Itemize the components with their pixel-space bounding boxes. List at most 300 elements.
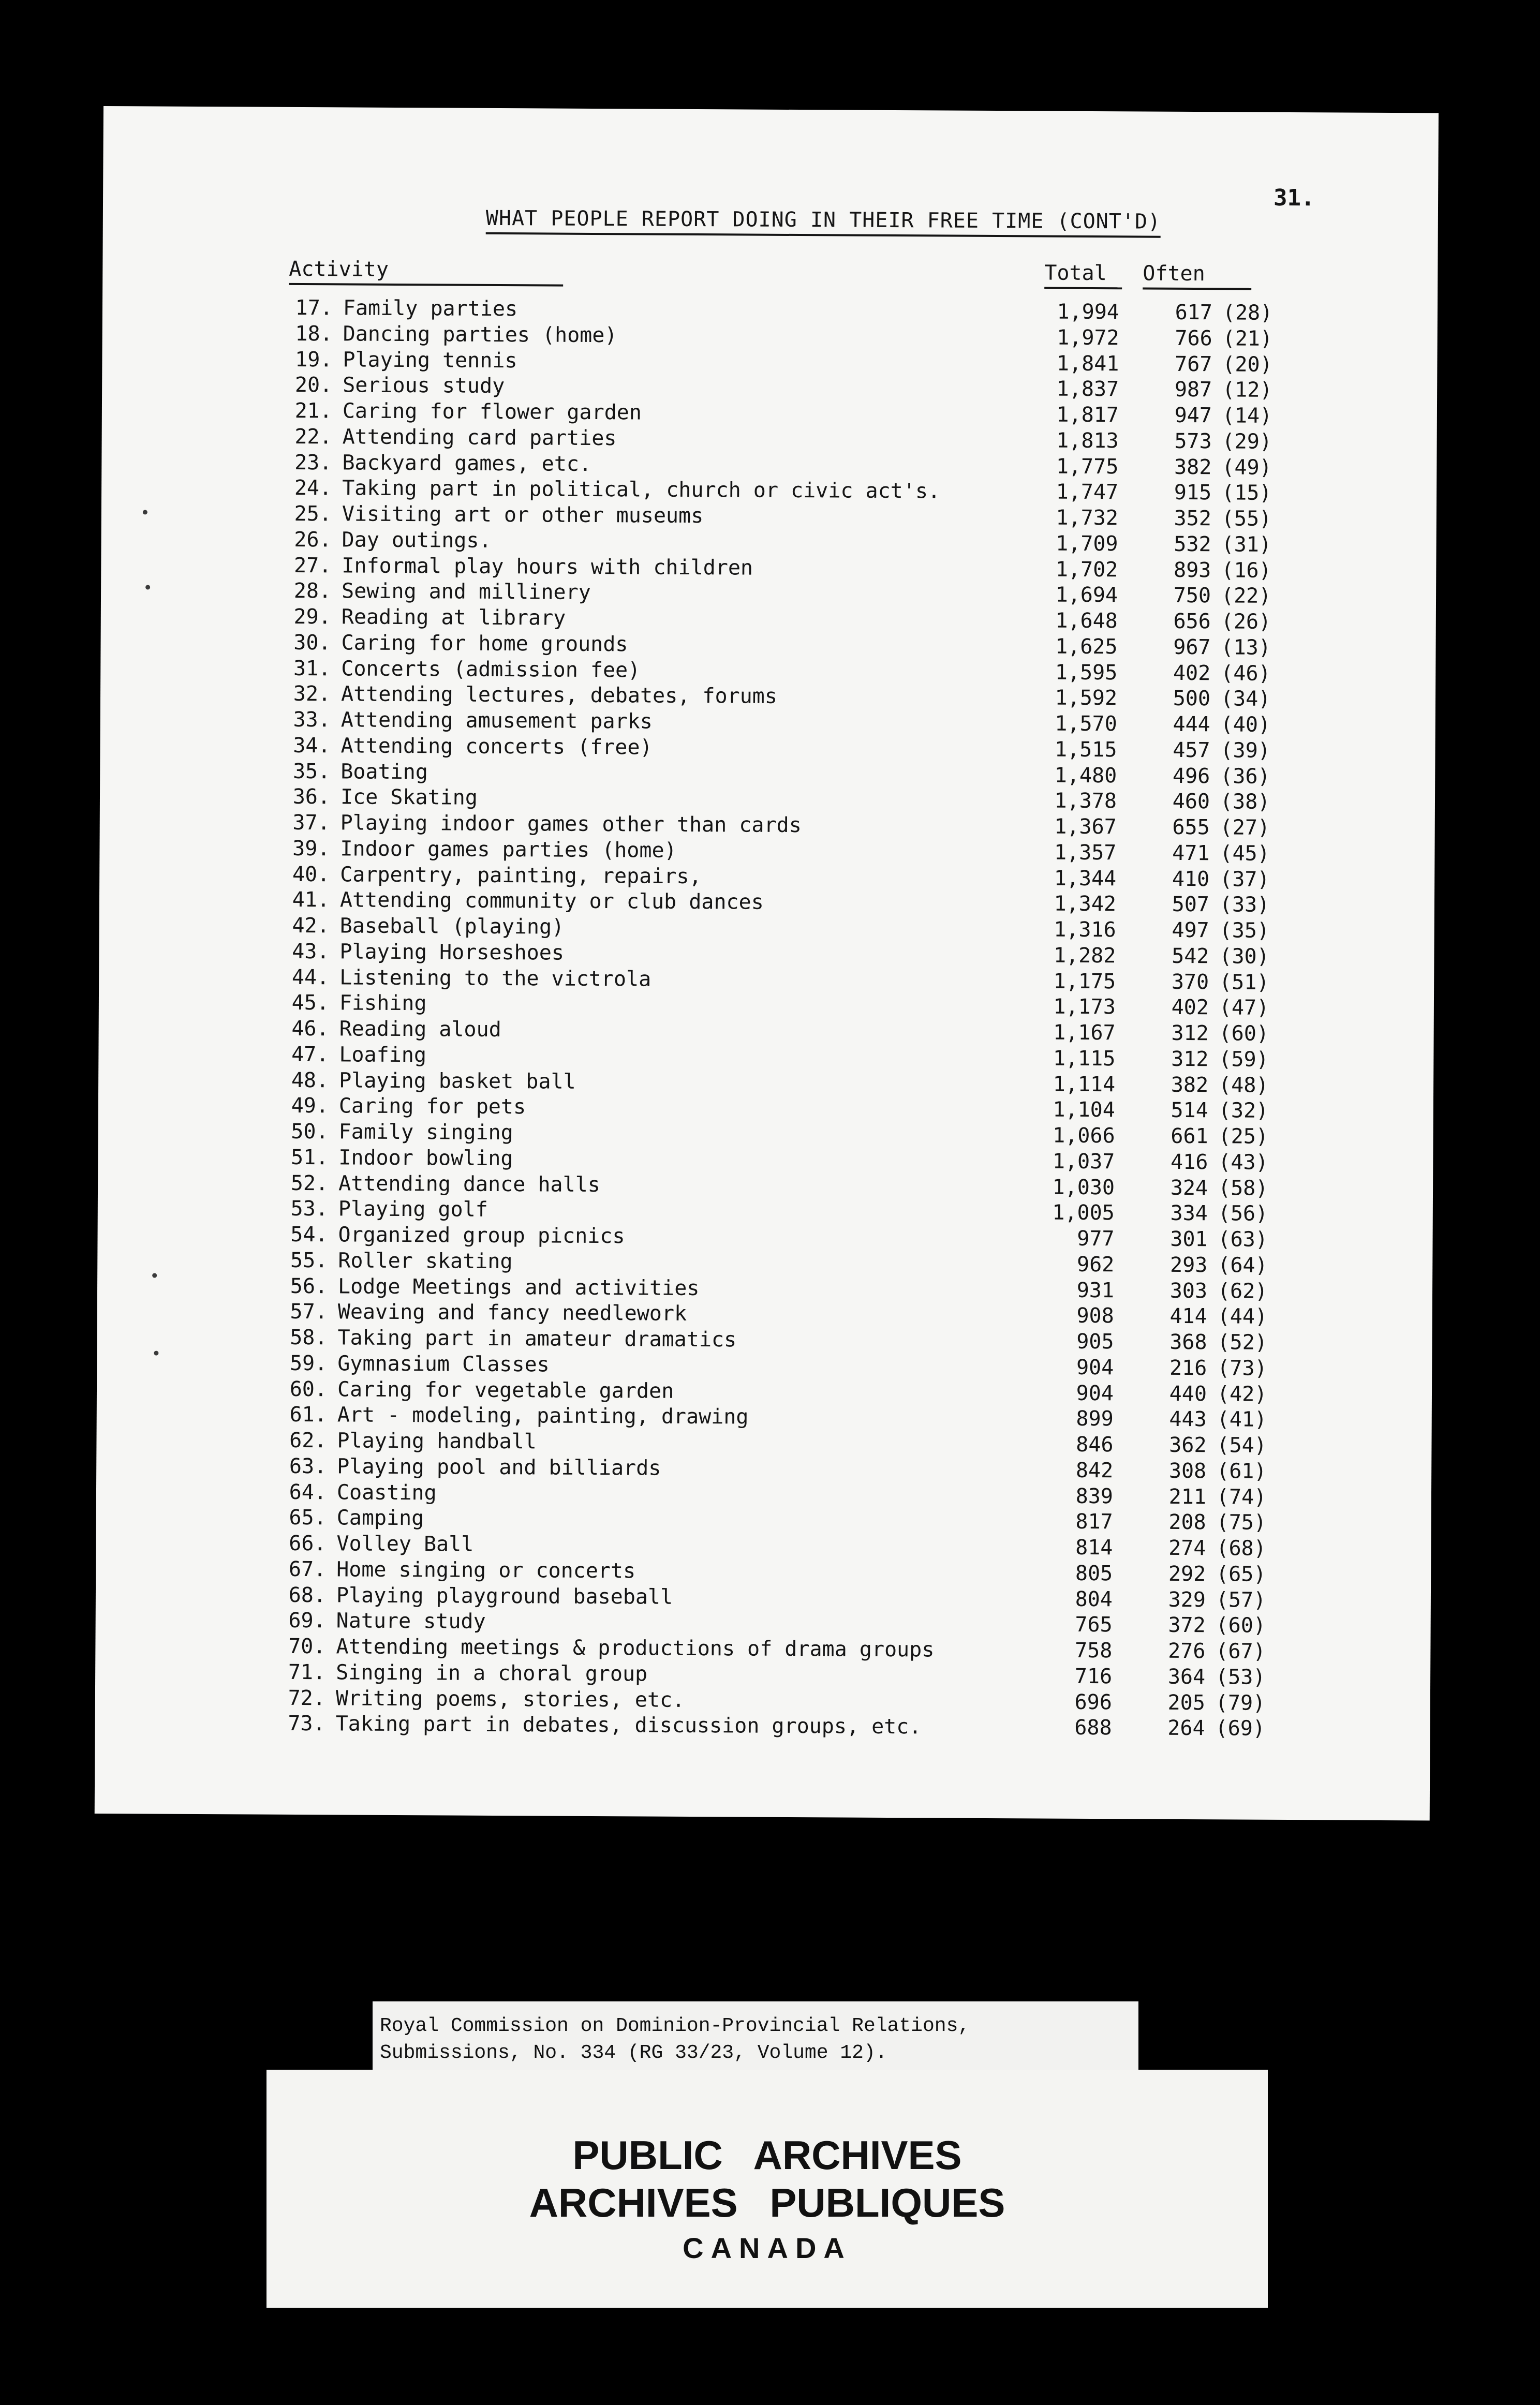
activity-name: Caring for pets — [338, 1094, 526, 1119]
activity-name: Home singing or concerts — [336, 1557, 636, 1583]
row-number: 55. — [290, 1248, 328, 1273]
activity-name: Serious study — [343, 373, 505, 398]
often-count: 457 — [1173, 738, 1210, 762]
row-number: 65. — [289, 1506, 327, 1530]
total-count: 1,817 — [1056, 403, 1119, 427]
total-count: 1,694 — [1055, 583, 1118, 607]
margin-mark — [152, 1273, 157, 1278]
activity-name: Playing basket ball — [339, 1068, 576, 1094]
often-count: 292 — [1168, 1562, 1206, 1586]
often-count: 532 — [1174, 532, 1211, 556]
activity-name: Loafing — [339, 1043, 427, 1067]
row-number: 66. — [289, 1531, 327, 1556]
often-count: 334 — [1170, 1201, 1208, 1226]
activity-name: Attending community or club dances — [339, 888, 764, 914]
row-number: 43. — [292, 939, 330, 964]
total-count: 1,378 — [1054, 789, 1117, 813]
rank-value: (45) — [1220, 841, 1270, 866]
often-count: 303 — [1169, 1279, 1208, 1303]
rank-value: (60) — [1216, 1613, 1266, 1638]
total-count: 1,367 — [1054, 814, 1117, 839]
rank-value: (34) — [1220, 687, 1271, 711]
total-count: 904 — [1076, 1381, 1114, 1405]
total-count: 765 — [1075, 1613, 1113, 1637]
often-count: 497 — [1172, 918, 1209, 943]
rank-value: (28) — [1222, 301, 1273, 325]
activity-name: Taking part in debates, discussion groups, etc. — [335, 1712, 922, 1739]
archive-note-line-2: Submissions, No. 334 (RG 33/23, Volume 12). — [380, 2042, 887, 2064]
total-count: 716 — [1074, 1664, 1113, 1688]
row-number: 45. — [291, 991, 330, 1015]
row-number: 41. — [292, 888, 330, 912]
often-count: 893 — [1173, 558, 1211, 582]
often-count: 987 — [1174, 378, 1212, 402]
row-number: 63. — [289, 1454, 327, 1479]
margin-mark — [154, 1351, 158, 1356]
archive-reference-label — [373, 2001, 1138, 2074]
row-number: 46. — [291, 1016, 329, 1041]
rank-value: (68) — [1216, 1536, 1266, 1561]
activity-name: Day outings. — [342, 528, 492, 553]
rank-value: (58) — [1218, 1176, 1268, 1200]
often-count: 264 — [1167, 1716, 1205, 1741]
total-count: 899 — [1076, 1407, 1114, 1431]
total-count: 908 — [1076, 1304, 1114, 1328]
total-count: 1,066 — [1053, 1123, 1115, 1148]
often-count: 443 — [1169, 1407, 1207, 1432]
activity-name: Playing tennis — [343, 347, 517, 373]
total-count: 1,732 — [1056, 506, 1118, 530]
total-count: 1,030 — [1052, 1175, 1115, 1199]
total-count: 1,625 — [1055, 634, 1118, 659]
total-count: 817 — [1075, 1510, 1113, 1534]
activity-table — [278, 296, 1425, 1743]
rank-value: (46) — [1221, 661, 1271, 686]
often-count: 368 — [1169, 1330, 1207, 1355]
row-number: 71. — [288, 1660, 326, 1685]
total-count: 1,709 — [1056, 531, 1118, 556]
total-count: 1,480 — [1054, 763, 1117, 788]
activity-name: Carpentry, painting, repairs, — [340, 862, 702, 888]
often-count: 460 — [1172, 790, 1210, 814]
activity-name: Taking part in amateur dramatics — [337, 1326, 737, 1352]
rank-value: (51) — [1219, 970, 1269, 994]
activity-name: Playing pool and billiards — [337, 1454, 661, 1480]
often-count: 312 — [1171, 1047, 1209, 1071]
total-count: 1,972 — [1057, 325, 1119, 350]
total-count: 1,837 — [1056, 377, 1119, 402]
rank-value: (40) — [1220, 712, 1271, 737]
row-number: 53. — [290, 1197, 328, 1221]
often-count: 293 — [1169, 1253, 1208, 1277]
rank-value: (54) — [1217, 1433, 1267, 1458]
rank-value: (49) — [1222, 455, 1272, 480]
total-count: 977 — [1077, 1226, 1115, 1251]
activity-name: Reading aloud — [339, 1017, 501, 1042]
activity-name: Attending dance halls — [338, 1171, 600, 1197]
row-number: 40. — [292, 862, 330, 886]
row-number: 57. — [290, 1300, 328, 1324]
total-count: 1,357 — [1054, 840, 1117, 865]
total-count: 962 — [1076, 1252, 1115, 1277]
rank-value: (27) — [1220, 815, 1270, 840]
total-count: 805 — [1075, 1561, 1113, 1585]
activity-name: Boating — [340, 759, 428, 784]
rank-value: (26) — [1221, 610, 1271, 634]
stamp-line-english: PUBLIC ARCHIVES — [572, 2132, 962, 2178]
row-number: 18. — [295, 321, 333, 346]
rank-value: (52) — [1217, 1330, 1267, 1355]
row-number: 59. — [289, 1351, 328, 1376]
often-count: 216 — [1169, 1356, 1207, 1380]
rank-value: (55) — [1221, 507, 1272, 531]
often-count: 370 — [1171, 970, 1209, 994]
row-number: 61. — [289, 1403, 327, 1427]
row-number: 19. — [295, 347, 333, 372]
table-row — [278, 1712, 1417, 1743]
row-number: 37. — [292, 810, 330, 835]
row-number: 25. — [294, 501, 332, 526]
often-count: 301 — [1170, 1227, 1208, 1252]
often-count: 573 — [1174, 429, 1212, 453]
rank-value: (61) — [1217, 1459, 1267, 1483]
row-number: 20. — [294, 373, 333, 397]
row-number: 60. — [289, 1377, 328, 1401]
row-number: 30. — [293, 630, 331, 655]
activity-name: Informal play hours with children — [342, 553, 753, 580]
often-count: 208 — [1168, 1510, 1206, 1535]
often-count: 542 — [1172, 944, 1209, 968]
often-count: 211 — [1168, 1484, 1207, 1509]
rank-value: (56) — [1218, 1201, 1268, 1226]
column-header-total: Total — [1044, 261, 1122, 290]
often-count: 382 — [1171, 1073, 1209, 1097]
activity-name: Indoor bowling — [338, 1146, 513, 1170]
row-number: 68. — [288, 1583, 327, 1607]
often-count: 329 — [1168, 1587, 1206, 1612]
total-count: 688 — [1074, 1716, 1112, 1740]
activity-name: Singing in a choral group — [336, 1660, 648, 1686]
row-number: 50. — [291, 1119, 329, 1144]
rank-value: (53) — [1216, 1665, 1266, 1689]
total-count: 1,344 — [1054, 866, 1117, 890]
activity-name: Listening to the victrola — [339, 965, 651, 991]
row-number: 23. — [294, 450, 332, 474]
total-count: 1,114 — [1053, 1072, 1116, 1096]
often-count: 364 — [1167, 1665, 1206, 1689]
row-number: 35. — [292, 759, 331, 783]
rank-value: (62) — [1217, 1279, 1268, 1303]
activity-name: Attending lectures, debates, forums — [340, 682, 778, 709]
activity-name: Attending card parties — [342, 425, 617, 450]
rank-value: (29) — [1222, 429, 1272, 454]
row-number: 26. — [294, 527, 332, 552]
stamp-line-country: CANADA — [683, 2232, 852, 2264]
total-count: 1,005 — [1052, 1200, 1115, 1225]
activity-name: Playing golf — [338, 1197, 488, 1222]
row-number: 24. — [294, 476, 332, 500]
activity-name: Backyard games, etc. — [342, 450, 592, 476]
often-count: 750 — [1173, 584, 1211, 608]
rank-value: (79) — [1215, 1690, 1266, 1715]
often-count: 352 — [1174, 506, 1211, 531]
row-number: 52. — [290, 1171, 329, 1195]
row-number: 47. — [291, 1042, 329, 1067]
row-number: 54. — [290, 1222, 328, 1247]
often-count: 514 — [1171, 1098, 1208, 1123]
often-count: 767 — [1175, 352, 1212, 376]
activity-name: Art - modeling, painting, drawing — [337, 1403, 749, 1429]
row-number: 28. — [293, 579, 332, 603]
activity-name: Attending amusement parks — [340, 708, 653, 734]
total-count: 1,316 — [1054, 917, 1116, 942]
activity-name: Taking part in political, church or civic act's. — [342, 476, 941, 503]
rank-value: (21) — [1222, 326, 1273, 351]
activity-name: Nature study — [336, 1609, 486, 1634]
document-page — [95, 106, 1439, 1820]
stamp-line-french: ARCHIVES PUBLIQUES — [529, 2180, 1005, 2225]
row-number: 51. — [290, 1145, 329, 1170]
total-count: 1,104 — [1053, 1097, 1115, 1122]
rank-value: (48) — [1219, 1073, 1269, 1097]
row-number: 34. — [293, 733, 331, 758]
activity-name: Lodge Meetings and activities — [337, 1274, 700, 1300]
rank-value: (74) — [1216, 1484, 1267, 1509]
activity-name: Writing poems, stories, etc. — [335, 1686, 685, 1712]
total-count: 905 — [1076, 1329, 1114, 1354]
often-count: 414 — [1169, 1304, 1207, 1329]
often-count: 661 — [1171, 1124, 1208, 1149]
activity-name: Roller skating — [338, 1249, 513, 1273]
total-count: 1,175 — [1053, 969, 1116, 993]
total-count: 1,173 — [1053, 994, 1116, 1019]
rank-value: (64) — [1218, 1253, 1268, 1278]
rank-value: (31) — [1221, 532, 1272, 557]
activity-name: Organized group picnics — [338, 1223, 625, 1249]
rank-value: (73) — [1217, 1356, 1267, 1380]
often-count: 324 — [1170, 1176, 1208, 1200]
activity-name: Attending concerts (free) — [340, 734, 653, 760]
row-number: 56. — [290, 1274, 328, 1298]
often-count: 382 — [1174, 455, 1212, 479]
often-count: 655 — [1172, 815, 1210, 840]
activity-name: Coasting — [336, 1480, 437, 1505]
total-count: 1,813 — [1056, 428, 1119, 453]
activity-name: Playing playground baseball — [336, 1583, 673, 1609]
total-count: 1,515 — [1054, 737, 1117, 762]
often-count: 205 — [1167, 1690, 1205, 1715]
rank-value: (30) — [1219, 944, 1269, 969]
often-count: 947 — [1174, 403, 1212, 428]
row-number: 44. — [291, 965, 330, 989]
total-count: 1,648 — [1055, 608, 1118, 633]
rank-value: (33) — [1219, 893, 1270, 917]
row-number: 49. — [291, 1094, 329, 1118]
total-count: 804 — [1075, 1587, 1113, 1611]
public-archives-stamp — [266, 2070, 1268, 2308]
activity-name: Fishing — [339, 991, 427, 1016]
total-count: 1,037 — [1052, 1149, 1115, 1174]
rank-value: (35) — [1219, 918, 1270, 943]
total-count: 814 — [1075, 1535, 1113, 1560]
total-count: 1,342 — [1054, 892, 1117, 916]
rank-value: (32) — [1218, 1098, 1269, 1123]
rank-value: (37) — [1220, 867, 1270, 892]
often-count: 507 — [1172, 893, 1210, 917]
activity-name: Playing handball — [337, 1429, 537, 1454]
activity-name: Caring for home grounds — [341, 631, 628, 657]
rank-value: (67) — [1216, 1639, 1266, 1664]
total-count: 1,841 — [1056, 351, 1119, 376]
total-count: 696 — [1074, 1690, 1112, 1714]
row-number: 39. — [292, 836, 330, 861]
total-count: 1,775 — [1056, 454, 1119, 479]
activity-name: Weaving and fancy needlework — [337, 1300, 687, 1326]
total-count: 1,702 — [1055, 557, 1118, 582]
row-number: 17. — [295, 295, 333, 320]
row-number: 72. — [288, 1686, 326, 1710]
often-count: 656 — [1173, 609, 1211, 634]
often-count: 766 — [1175, 326, 1212, 350]
rank-value: (57) — [1216, 1587, 1266, 1612]
activity-name: Indoor games parties (home) — [340, 837, 677, 863]
activity-name: Family singing — [338, 1120, 513, 1145]
row-number: 27. — [293, 553, 332, 577]
row-number: 69. — [288, 1609, 326, 1633]
total-count: 931 — [1076, 1278, 1115, 1302]
rank-value: (36) — [1220, 764, 1270, 789]
total-count: 842 — [1075, 1458, 1114, 1483]
row-number: 32. — [293, 682, 331, 706]
activity-name: Reading at library — [341, 605, 566, 630]
rank-value: (20) — [1222, 352, 1272, 377]
often-count: 471 — [1172, 841, 1210, 865]
table-title: WHAT PEOPLE REPORT DOING IN THEIR FREE TIME (CONT'D) — [486, 206, 1161, 238]
row-number: 29. — [293, 604, 331, 629]
row-number: 33. — [293, 707, 331, 732]
rank-value: (12) — [1222, 378, 1272, 403]
activity-name: Playing Horseshoes — [339, 940, 565, 965]
activity-name: Caring for flower garden — [342, 399, 642, 425]
often-count: 410 — [1172, 867, 1210, 891]
often-count: 967 — [1173, 635, 1211, 659]
often-count: 276 — [1168, 1639, 1206, 1664]
rank-value: (47) — [1219, 996, 1269, 1020]
often-count: 500 — [1173, 687, 1211, 711]
activity-name: Sewing and millinery — [341, 579, 591, 605]
row-number: 70. — [288, 1634, 326, 1659]
activity-name: Visiting art or other museums — [342, 502, 704, 528]
rank-value: (15) — [1221, 481, 1272, 506]
archive-note-line-1: Royal Commission on Dominion-Provincial Relations, — [380, 2015, 970, 2037]
rank-value: (75) — [1216, 1510, 1267, 1535]
often-count: 617 — [1175, 300, 1213, 325]
rank-value: (16) — [1221, 558, 1271, 583]
margin-mark — [145, 585, 150, 589]
rank-value: (41) — [1217, 1407, 1267, 1432]
rank-value: (65) — [1216, 1562, 1266, 1586]
row-number: 36. — [292, 785, 331, 809]
column-header-activity: Activity — [289, 257, 563, 287]
margin-mark — [143, 510, 147, 514]
page-number: 31. — [1273, 184, 1315, 212]
total-count: 1,994 — [1057, 300, 1120, 324]
often-count: 444 — [1173, 712, 1210, 737]
activity-name: Ice Skating — [340, 785, 478, 810]
row-number: 62. — [289, 1428, 327, 1453]
activity-name: Caring for vegetable garden — [337, 1377, 674, 1403]
rank-value: (22) — [1221, 584, 1271, 608]
often-count: 362 — [1169, 1433, 1207, 1458]
rank-value: (69) — [1215, 1716, 1266, 1741]
often-count: 915 — [1174, 481, 1212, 505]
rank-value: (25) — [1218, 1124, 1269, 1149]
total-count: 1,167 — [1053, 1020, 1116, 1045]
rank-value: (44) — [1217, 1304, 1268, 1329]
rank-value: (43) — [1218, 1150, 1268, 1175]
often-count: 416 — [1170, 1150, 1208, 1174]
column-headers — [102, 106, 1439, 300]
total-count: 1,115 — [1053, 1046, 1116, 1071]
row-number: 22. — [294, 424, 332, 449]
activity-name: Playing indoor games other than cards — [340, 811, 802, 838]
activity-name: Gymnasium Classes — [337, 1352, 550, 1377]
total-count: 1,592 — [1055, 686, 1118, 710]
often-count: 274 — [1168, 1536, 1206, 1561]
rank-value: (38) — [1220, 790, 1270, 814]
total-count: 904 — [1076, 1355, 1114, 1380]
activity-name: Camping — [336, 1506, 424, 1531]
rank-value: (13) — [1221, 635, 1271, 660]
often-count: 496 — [1172, 764, 1210, 788]
rank-value: (60) — [1219, 1021, 1269, 1046]
rank-value: (42) — [1217, 1382, 1267, 1406]
activity-name: Volley Ball — [336, 1532, 474, 1556]
rank-value: (39) — [1220, 738, 1270, 763]
total-count: 1,595 — [1055, 660, 1118, 685]
row-number: 67. — [288, 1557, 327, 1582]
total-count: 839 — [1075, 1484, 1114, 1508]
activity-name: Concerts (admission fee) — [341, 656, 641, 682]
activity-name: Family parties — [343, 296, 518, 321]
rank-value: (63) — [1218, 1227, 1268, 1252]
activity-name: Dancing parties (home) — [343, 322, 617, 347]
row-number: 42. — [292, 913, 330, 938]
often-count: 372 — [1168, 1613, 1206, 1638]
activity-name: Baseball (playing) — [339, 914, 565, 939]
often-count: 402 — [1173, 661, 1211, 685]
row-number: 21. — [294, 398, 333, 423]
often-count: 440 — [1169, 1382, 1207, 1406]
row-number: 48. — [291, 1068, 329, 1092]
total-count: 1,570 — [1055, 711, 1117, 736]
row-number: 58. — [290, 1325, 328, 1350]
total-count: 1,282 — [1053, 943, 1116, 968]
often-count: 308 — [1168, 1459, 1207, 1483]
rank-value: (14) — [1222, 404, 1272, 428]
total-count: 846 — [1076, 1432, 1114, 1457]
often-count: 312 — [1171, 1021, 1209, 1046]
rank-value: (59) — [1219, 1047, 1269, 1072]
activity-name: Attending meetings & productions of drama groups — [336, 1635, 935, 1662]
column-header-often: Often — [1143, 262, 1251, 290]
row-number: 73. — [288, 1712, 325, 1736]
often-count: 402 — [1171, 996, 1209, 1020]
total-count: 1,747 — [1056, 480, 1119, 504]
row-number: 64. — [289, 1480, 327, 1504]
total-count: 758 — [1075, 1638, 1113, 1663]
row-number: 31. — [293, 656, 331, 680]
